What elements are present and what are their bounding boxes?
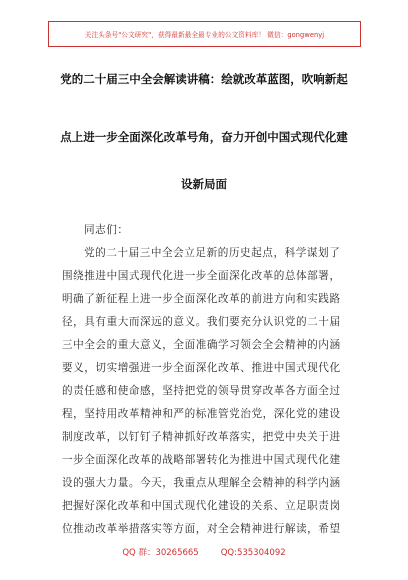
- body-line: 一步全面深化改革的战略部署转化为推进中国式现代化建: [62, 454, 341, 466]
- body-line: 径，具有重大而深远的意义。我们要充分认识党的二十届: [62, 316, 341, 328]
- body-line: 把握好深化改革和中国式现代化建设的关系、立足职责岗: [62, 500, 341, 512]
- document-title-line-2: 点上进一步全面深化改革号角，奋力开创中国式现代化建: [60, 130, 348, 144]
- body-line: 制度改革，以钉钉子精神抓好改革落实，把党中央关于进: [62, 431, 341, 443]
- header-notice-box: [48, 21, 361, 47]
- footer-qq-group: QQ 群：30265665: [122, 548, 199, 558]
- body-line: 围绕推进中国式现代化进一步全面深化改革的总体部署，: [62, 270, 341, 282]
- body-line: 三中全会的重大意义，全面准确学习领会全会精神的内涵: [62, 339, 341, 351]
- footer-qq: QQ:535304092: [220, 548, 286, 558]
- document-title-line-3: 设新局面: [181, 177, 227, 191]
- header-notice: 关注头条号"公文研究"，获得最新最全最专业的公文资料库！ 微信：gongwenyj: [84, 31, 325, 39]
- document-title-line-1: 党的二十届三中全会解读讲稿：绘就改革蓝图，吹响新起: [60, 72, 348, 86]
- body-line: 要义，切实增强进一步全面深化改革、推进中国式现代化: [62, 362, 341, 374]
- body-line: 的责任感和使命感，坚持把党的领导贯穿改革各方面全过: [62, 385, 341, 397]
- body-line: 党的二十届三中全会立足新的历史起点，科学谋划了: [84, 247, 341, 259]
- body-line: 设的强大力量。今天，我重点从理解全会精神的科学内涵: [62, 477, 341, 489]
- body-line: 位推动改革举措落实等方面，对全会精神进行解读，希望: [62, 523, 341, 535]
- body-line: 程，坚持用改革精神和严的标准管党治党，深化党的建设: [62, 408, 341, 420]
- footer-contact: [0, 546, 408, 558]
- body-line: 明确了新征程上进一步全面深化改革的前进方向和实践路: [62, 293, 341, 305]
- salutation: 同志们：: [84, 224, 129, 236]
